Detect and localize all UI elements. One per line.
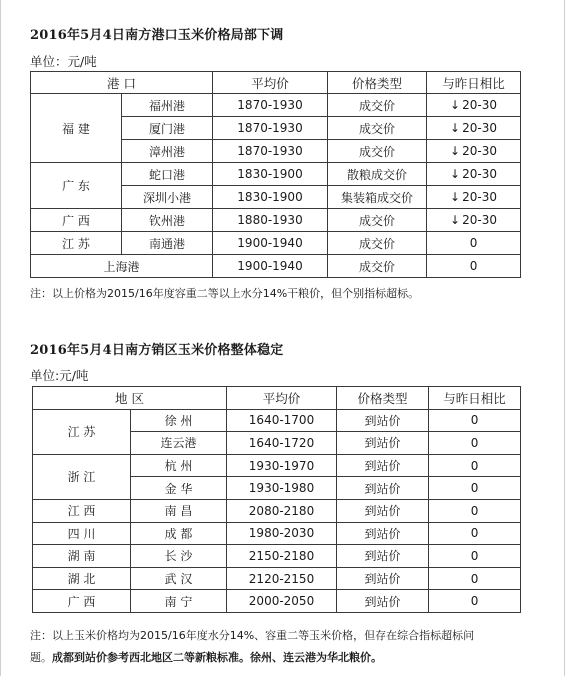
- col-header-change: 与昨日相比: [427, 72, 521, 94]
- table-row: [33, 522, 521, 545]
- down-arrow-icon: ↓: [450, 144, 461, 158]
- col-header-region: 地 区: [33, 387, 227, 410]
- table-row: [31, 163, 521, 186]
- down-arrow-icon: ↓: [450, 98, 461, 112]
- table-row: [33, 590, 521, 613]
- group-jiangxi: 江 西: [33, 499, 131, 522]
- group-guangdong: 广 东: [31, 163, 122, 209]
- section2-note-line2: [30, 647, 474, 669]
- price-type: 到站价: [337, 454, 429, 477]
- change-value: 20-30: [462, 144, 497, 158]
- price-type: 成交价: [328, 117, 427, 140]
- city-name: 武 汉: [131, 567, 227, 590]
- price-type: 到站价: [337, 477, 429, 500]
- price-type: 到站价: [337, 409, 429, 432]
- avg-price: 1880-1930: [213, 209, 328, 232]
- change-value: 0: [429, 499, 521, 522]
- price-type: 到站价: [337, 545, 429, 568]
- group-guangxi: 广 西: [33, 590, 131, 613]
- section2-note-line1: 注：以上玉米价格均为2015/16年度水分14%、容重二等玉米价格，但存在综合指标超标问: [30, 629, 475, 642]
- price-type: 成交价: [328, 255, 427, 278]
- change-cell: [427, 186, 521, 209]
- section2-note: [30, 625, 474, 669]
- group-jiangsu: 江 苏: [31, 232, 122, 255]
- table-row: [31, 255, 521, 278]
- avg-price: 1930-1980: [227, 477, 337, 500]
- price-type: 成交价: [328, 232, 427, 255]
- avg-price: 2150-2180: [227, 545, 337, 568]
- change-value: 20-30: [462, 167, 497, 181]
- avg-price: 1870-1930: [213, 140, 328, 163]
- left-border: [0, 0, 1, 676]
- avg-price: 2080-2180: [227, 499, 337, 522]
- price-type: 到站价: [337, 432, 429, 455]
- avg-price: 1930-1970: [227, 454, 337, 477]
- city-name: 金 华: [131, 477, 227, 500]
- change-value: 20-30: [462, 98, 497, 112]
- table-row: [31, 232, 521, 255]
- avg-price: 1830-1900: [213, 186, 328, 209]
- table-row: [31, 209, 521, 232]
- group-fujian: 福 建: [31, 94, 122, 163]
- change-cell: [427, 209, 521, 232]
- port-price-table: [30, 71, 521, 278]
- change-value: 0: [429, 454, 521, 477]
- change-cell: [427, 94, 521, 117]
- city-name: 连云港: [131, 432, 227, 455]
- avg-price: 2000-2050: [227, 590, 337, 613]
- table-row: [33, 567, 521, 590]
- col-header-price-type: 价格类型: [328, 72, 427, 94]
- price-type: 到站价: [337, 590, 429, 613]
- city-name: 南 宁: [131, 590, 227, 613]
- group-guangxi: 广 西: [31, 209, 122, 232]
- price-type: 成交价: [328, 209, 427, 232]
- port-name: 深圳小港: [122, 186, 213, 209]
- table-header-row: [31, 72, 521, 94]
- port-name: 南通港: [122, 232, 213, 255]
- port-name: 福州港: [122, 94, 213, 117]
- change-cell: [427, 140, 521, 163]
- section2-title: 2016年5月4日南方销区玉米价格整体稳定: [30, 343, 284, 358]
- city-name: 南 昌: [131, 499, 227, 522]
- city-name: 徐 州: [131, 409, 227, 432]
- change-value: 0: [429, 432, 521, 455]
- avg-price: 1830-1900: [213, 163, 328, 186]
- avg-price: 1870-1930: [213, 94, 328, 117]
- avg-price: 1640-1720: [227, 432, 337, 455]
- change-value: 0: [429, 522, 521, 545]
- change-value: 0: [427, 232, 521, 255]
- change-value: 0: [429, 477, 521, 500]
- right-border: [564, 0, 565, 676]
- change-value: 20-30: [462, 213, 497, 227]
- city-name: 成 都: [131, 522, 227, 545]
- port-name: 钦州港: [122, 209, 213, 232]
- price-type: 集装箱成交价: [328, 186, 427, 209]
- section1-note: 注：以上价格为2015/16年度容重二等以上水分14%干粮价，但个别指标超标。: [30, 287, 420, 300]
- change-value: 0: [429, 545, 521, 568]
- section2-note-line2-bold: 成都到站价参考西北地区二等新粮标准。徐州、连云港为华北粮价。: [52, 651, 382, 664]
- group-sichuan: 四 川: [33, 522, 131, 545]
- table-row: [33, 409, 521, 432]
- city-name: 长 沙: [131, 545, 227, 568]
- section2-unit: 单位:元/吨: [30, 368, 89, 383]
- col-header-price-type: 价格类型: [337, 387, 429, 410]
- change-value: 20-30: [462, 121, 497, 135]
- table-row: [33, 454, 521, 477]
- price-type: 到站价: [337, 499, 429, 522]
- col-header-avg-price: 平均价: [213, 72, 328, 94]
- change-cell: [427, 163, 521, 186]
- city-name: 杭 州: [131, 454, 227, 477]
- section2-note-line2-plain: 题。: [30, 651, 52, 664]
- down-arrow-icon: ↓: [450, 121, 461, 135]
- change-value: 0: [429, 567, 521, 590]
- col-header-port: 港 口: [31, 72, 213, 94]
- col-header-change: 与昨日相比: [429, 387, 521, 410]
- avg-price: 1980-2030: [227, 522, 337, 545]
- change-value: 20-30: [462, 190, 497, 204]
- down-arrow-icon: ↓: [450, 213, 461, 227]
- sales-region-price-table: [32, 386, 521, 613]
- change-value: 0: [427, 255, 521, 278]
- port-name: 蛇口港: [122, 163, 213, 186]
- price-type: 到站价: [337, 522, 429, 545]
- port-name: 上海港: [31, 255, 213, 278]
- port-name: 厦门港: [122, 117, 213, 140]
- price-type: 成交价: [328, 94, 427, 117]
- price-type: 散粮成交价: [328, 163, 427, 186]
- price-type: 到站价: [337, 567, 429, 590]
- change-value: 0: [429, 590, 521, 613]
- group-jiangsu: 江 苏: [33, 409, 131, 454]
- price-type: 成交价: [328, 140, 427, 163]
- col-header-avg-price: 平均价: [227, 387, 337, 410]
- table-row: [33, 499, 521, 522]
- group-zhejiang: 浙 江: [33, 454, 131, 499]
- down-arrow-icon: ↓: [450, 167, 461, 181]
- change-cell: [427, 117, 521, 140]
- table-row: [33, 545, 521, 568]
- change-value: 0: [429, 409, 521, 432]
- avg-price: 1900-1940: [213, 255, 328, 278]
- avg-price: 1870-1930: [213, 117, 328, 140]
- section1-unit: 单位：元/吨: [30, 54, 97, 69]
- group-hubei: 湖 北: [33, 567, 131, 590]
- port-name: 漳州港: [122, 140, 213, 163]
- table-header-row: [33, 387, 521, 410]
- section1-title: 2016年5月4日南方港口玉米价格局部下调: [30, 28, 284, 43]
- avg-price: 2120-2150: [227, 567, 337, 590]
- table-row: [31, 94, 521, 117]
- group-hunan: 湖 南: [33, 545, 131, 568]
- avg-price: 1900-1940: [213, 232, 328, 255]
- avg-price: 1640-1700: [227, 409, 337, 432]
- down-arrow-icon: ↓: [450, 190, 461, 204]
